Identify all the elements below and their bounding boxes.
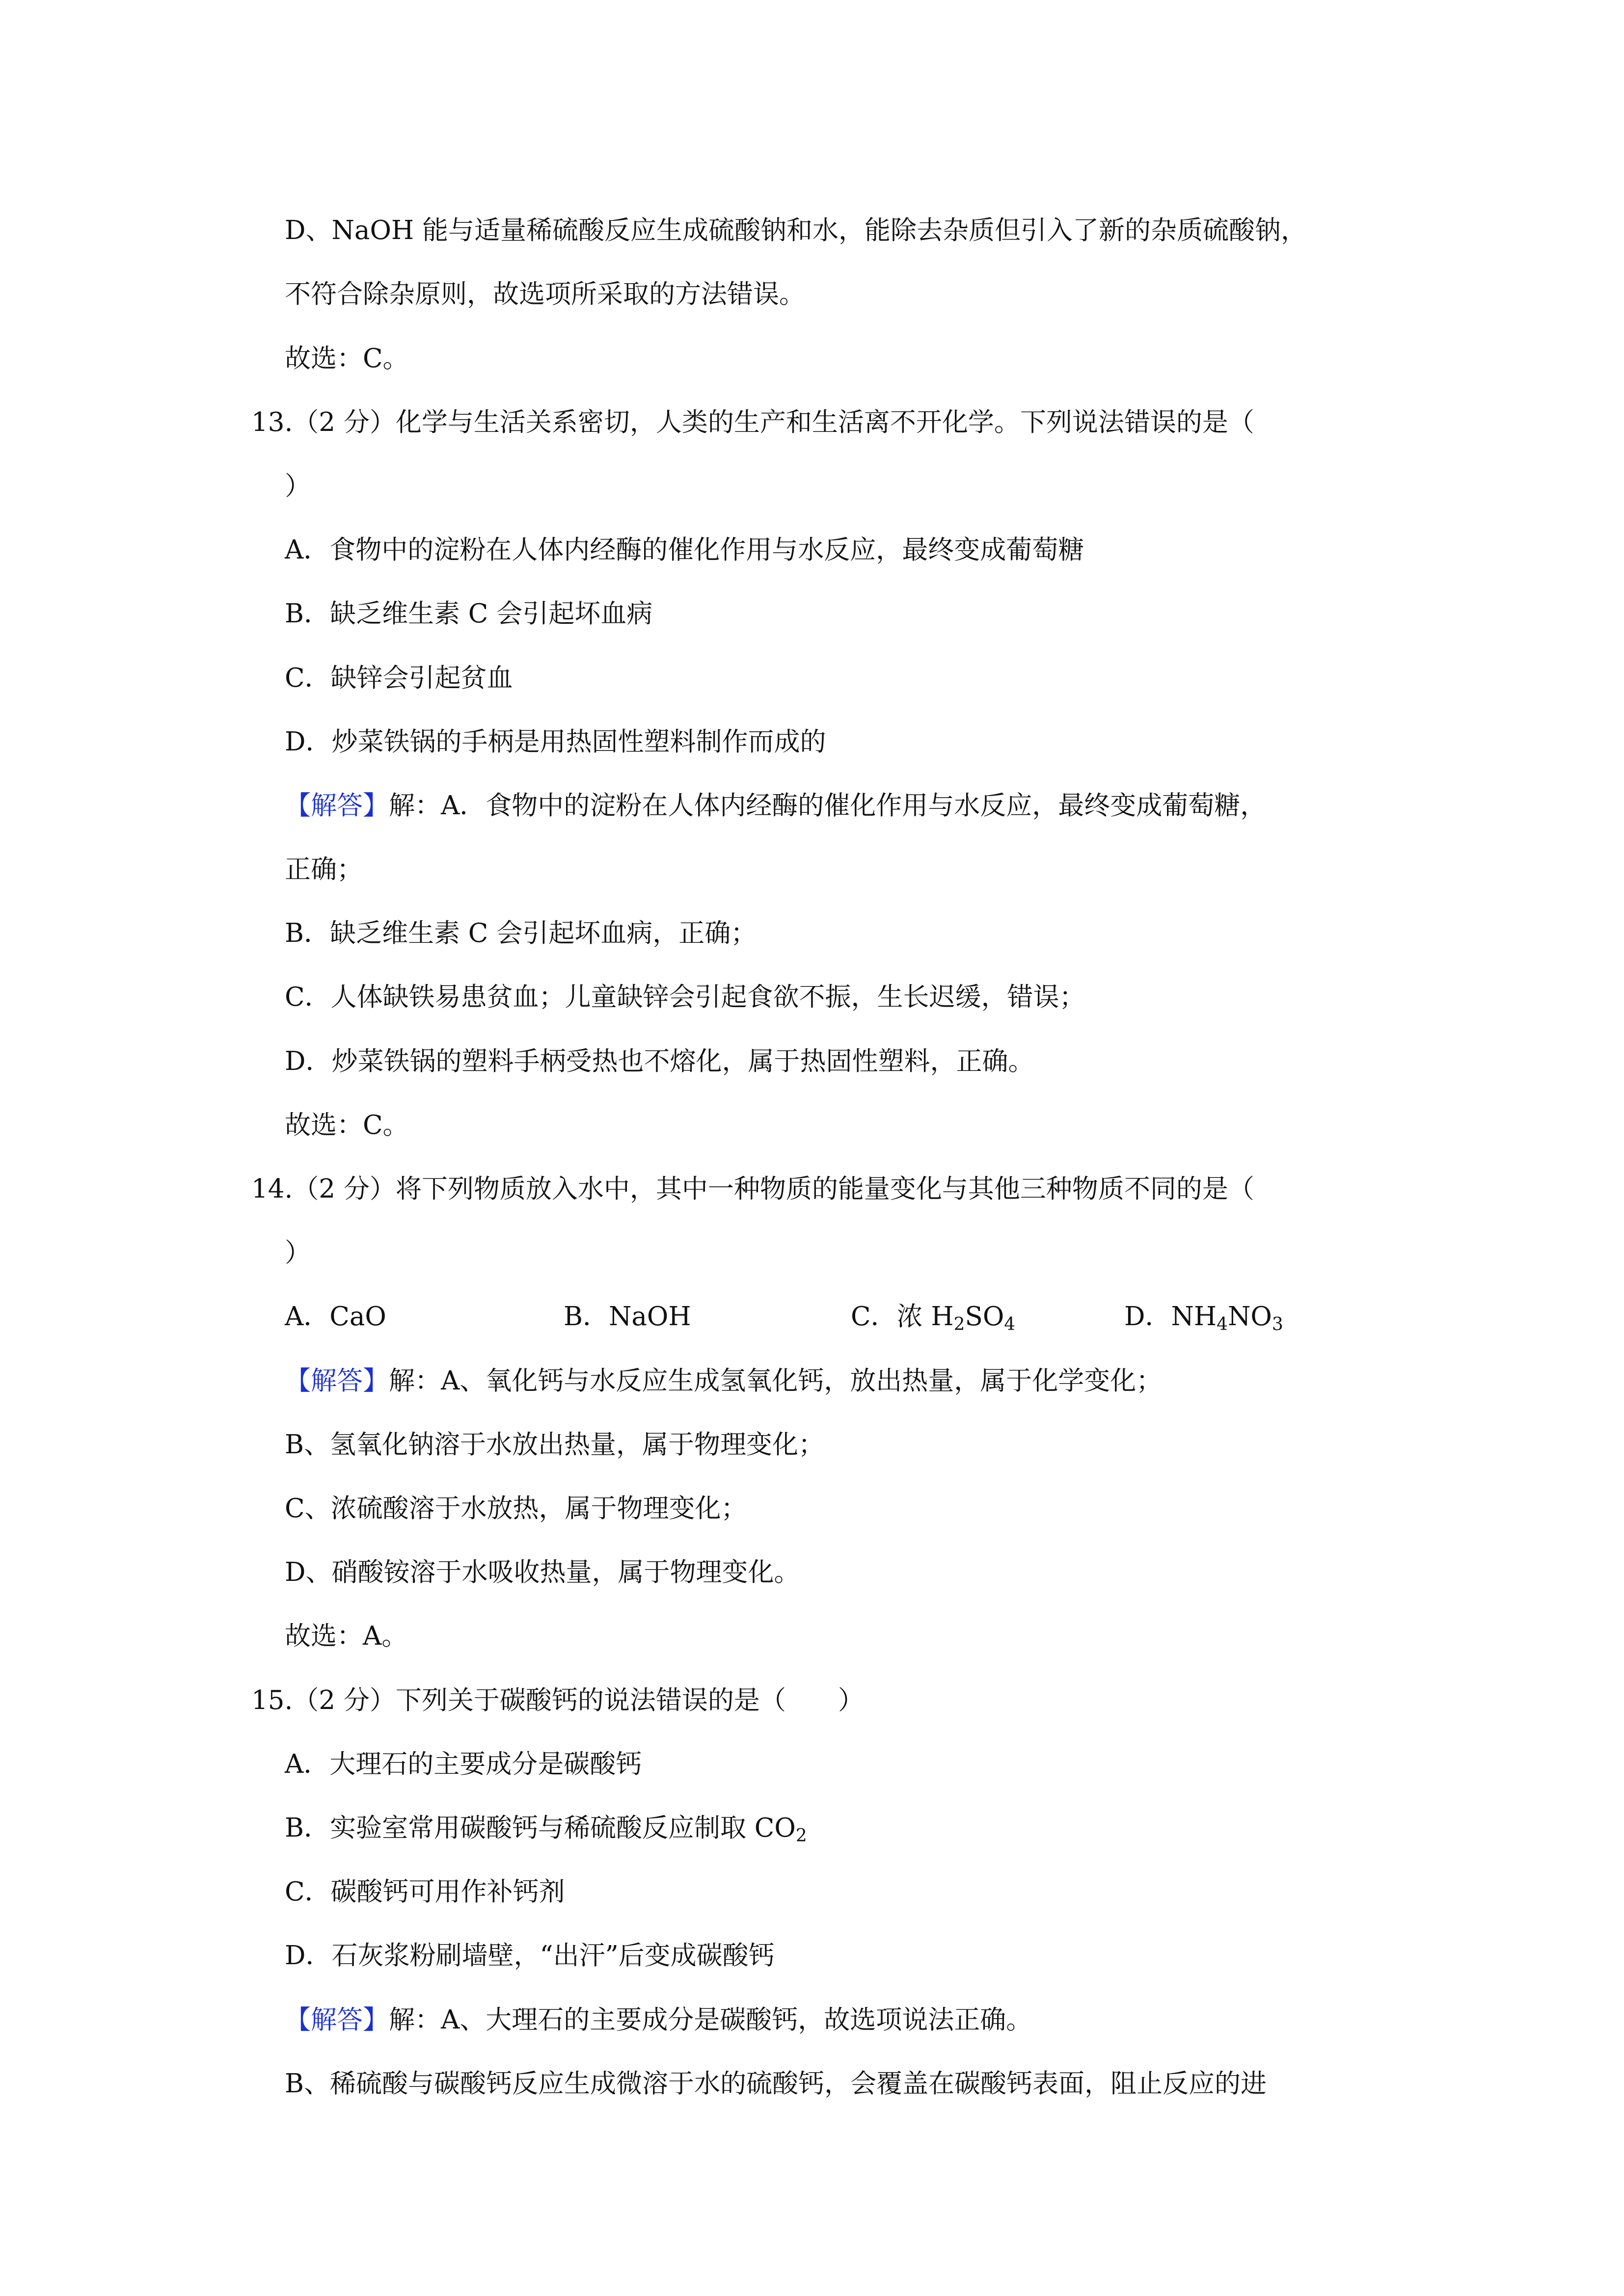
q13-option-d: D．炒菜铁锅的手柄是用热固性塑料制作而成的 — [285, 727, 826, 757]
q12-option-d-explanation-line2: 不符合除杂原则，故选项所采取的方法错误。 — [285, 279, 805, 309]
q14-answer-line1 — [285, 1365, 1162, 1397]
q14-option-d-sub1: 4 — [1217, 1314, 1228, 1335]
q13-answer-line1 — [285, 790, 1266, 822]
q13-option-b: B．缺乏维生素 C 会引起坏血病 — [285, 599, 653, 629]
q14-answer-text: 解：A、氧化钙与水反应生成氢氧化钙，放出热量，属于化学变化； — [389, 1366, 1163, 1396]
q14-final-choice: 故选：A。 — [285, 1621, 408, 1651]
q15-answer-line1 — [285, 2004, 1032, 2036]
q15-option-c: C．碳酸钙可用作补钙剂 — [285, 1877, 565, 1907]
answer-tag: 【解答】 — [285, 791, 389, 821]
q13-answer-line2: 正确； — [285, 854, 363, 884]
q13-option-c: C．缺锌会引起贫血 — [285, 663, 513, 693]
q13-stem-line1: 13.（2 分）化学与生活关系密切，人类的生产和生活离不开化学。下列说法错误的是（ — [251, 407, 1254, 437]
q13-option-a: A．食物中的淀粉在人体内经酶的催化作用与水反应，最终变成葡萄糖 — [285, 535, 1084, 565]
q15-option-b — [285, 1813, 807, 1844]
q14-option-d-prefix: D．NH — [1124, 1302, 1217, 1332]
q14-option-a: A．CaO — [285, 1302, 386, 1332]
q14-answer-d: D、硝酸铵溶于水吸收热量，属于物理变化。 — [285, 1557, 800, 1587]
answer-tag: 【解答】 — [285, 2005, 389, 2035]
q14-option-c-mid: SO — [965, 1302, 1004, 1332]
q14-option-b: B．NaOH — [564, 1302, 691, 1332]
q15-option-d: D．石灰浆粉刷墙壁，“出汗”后变成碳酸钙 — [285, 1941, 775, 1971]
q14-option-c-sub1: 2 — [953, 1314, 965, 1335]
q15-stem: 15.（2 分）下列关于碳酸钙的说法错误的是（ ） — [251, 1685, 864, 1715]
q13-stem-line2: ） — [285, 471, 311, 501]
q13-final-choice: 故选：C。 — [285, 1110, 409, 1140]
q14-stem-line2: ） — [285, 1238, 311, 1268]
q13-answer-d: D．炒菜铁锅的塑料手柄受热也不熔化，属于热固性塑料，正确。 — [285, 1046, 1034, 1076]
q14-option-c-prefix: C．浓 H — [851, 1302, 954, 1332]
q15-answer-b: B、稀硫酸与碳酸钙反应生成微溶于水的硫酸钙，会覆盖在碳酸钙表面，阻止反应的进 — [285, 2069, 1267, 2099]
q12-final-choice: 故选：C。 — [285, 344, 409, 374]
q14-option-d — [1124, 1301, 1283, 1333]
q13-answer-b: B．缺乏维生素 C 会引起坏血病，正确； — [285, 918, 757, 948]
q14-option-c — [851, 1301, 1015, 1333]
answer-tag: 【解答】 — [285, 1366, 389, 1396]
q14-stem-line1: 14.（2 分）将下列物质放入水中，其中一种物质的能量变化与其他三种物质不同的是（ — [251, 1174, 1254, 1204]
q14-option-d-sub2: 3 — [1272, 1314, 1283, 1335]
q15-option-b-sub: 2 — [795, 1826, 807, 1846]
q14-answer-b: B、氢氧化钠溶于水放出热量，属于物理变化； — [285, 1430, 824, 1460]
q14-option-c-sub2: 4 — [1004, 1314, 1016, 1335]
q14-answer-c: C、浓硫酸溶于水放热，属于物理变化； — [285, 1494, 747, 1523]
q13-answer-text: 解：A．食物中的淀粉在人体内经酶的催化作用与水反应，最终变成葡萄糖， — [389, 791, 1267, 821]
q12-option-d-explanation-line1: D、NaOH 能与适量稀硫酸反应生成硫酸钠和水，能除去杂质但引入了新的杂质硫酸钠， — [285, 215, 1307, 245]
q13-answer-c: C．人体缺铁易患贫血；儿童缺锌会引起食欲不振，生长迟缓，错误； — [285, 982, 1085, 1012]
q15-option-b-prefix: B．实验室常用碳酸钙与稀硫酸反应制取 CO — [285, 1813, 796, 1843]
q14-option-d-mid: NO — [1228, 1302, 1272, 1332]
q15-answer-text: 解：A、大理石的主要成分是碳酸钙，故选项说法正确。 — [389, 2005, 1032, 2035]
q15-option-a: A．大理石的主要成分是碳酸钙 — [285, 1749, 642, 1779]
